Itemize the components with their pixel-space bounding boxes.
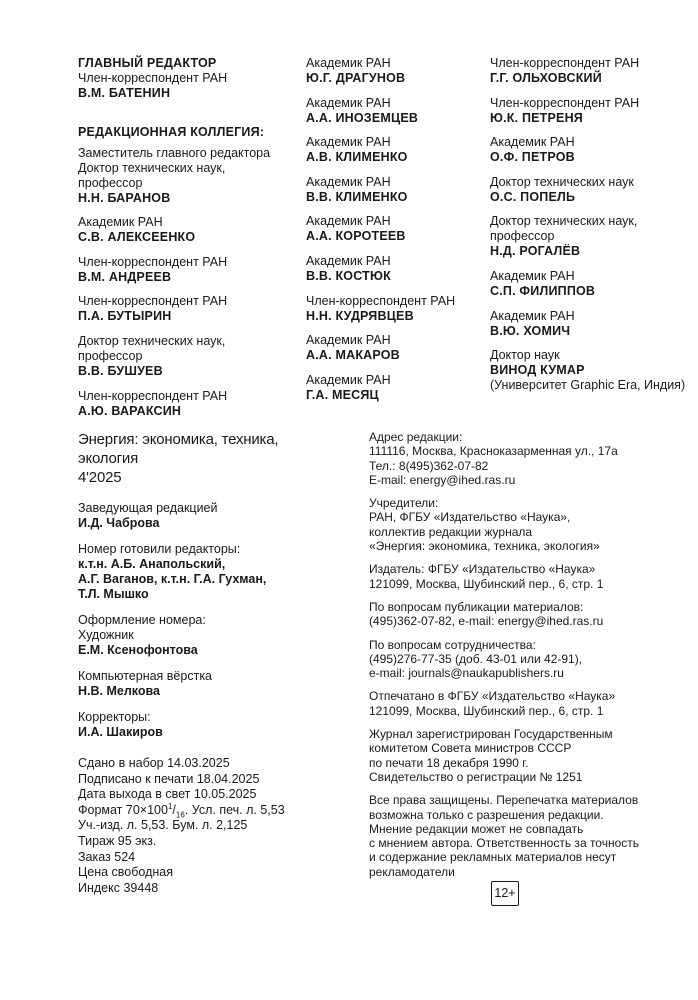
member-affiliation: (Университет Graphic Era, Индия)	[490, 378, 686, 393]
member-role: Академик РАН	[490, 268, 575, 283]
contact-line: По вопросам публикации материалов:	[369, 599, 584, 614]
contact-line: Журнал зарегистрирован Государственным	[369, 727, 613, 742]
board-member	[78, 215, 288, 245]
contacts-section	[369, 430, 659, 888]
member-role: Доктор наук	[490, 348, 560, 363]
board-member	[78, 294, 288, 324]
contact-line: 121099, Москва, Шубинский пер., 6, стр. 1	[369, 576, 604, 591]
board-member	[306, 294, 481, 324]
contact-line: Отпечатано в ФГБУ «Издательство «Наука»	[369, 689, 616, 704]
member-name: А.А. ИНОЗЕМЦЕВ	[306, 110, 419, 125]
member-name: Ю.Г. ДРАГУНОВ	[306, 71, 406, 85]
contact-line: Учредители:	[369, 496, 439, 511]
contact-line: коллектив редакции журнала	[369, 524, 533, 539]
board-member	[306, 373, 481, 403]
layout-label: Компьютерная вёрстка	[78, 669, 213, 683]
member-name: В.Ю. ХОМИЧ	[490, 323, 571, 338]
contact-line: (495)276-77-35 (доб. 43-01 или 42-91),	[369, 651, 583, 666]
layout-name: Н.В. Мелкова	[78, 684, 160, 698]
editor-names-line: А.Г. Ваганов, к.т.н. Г.А. Гухман,	[78, 572, 267, 586]
age-rating-badge: 12+	[491, 881, 519, 906]
board-member	[490, 214, 690, 259]
member-role: Член-корреспондент РАН	[490, 95, 640, 110]
board-member	[78, 71, 288, 101]
contact-line: по печати 18 декабря 1990 г.	[369, 755, 529, 770]
artist-label: Художник	[78, 628, 134, 642]
board-member	[306, 254, 481, 284]
board-member	[490, 309, 690, 339]
member-name: Н.Н. КУДРЯВЦЕВ	[306, 308, 414, 323]
head-label: Заведующая редакцией	[78, 501, 218, 515]
member-name: А.А. МАКАРОВ	[306, 348, 400, 363]
board-member	[78, 146, 288, 206]
contact-line: (495)362-07-82, e-mail: energy@ihed.ras.ru	[369, 614, 604, 629]
proof-label: Корректоры:	[78, 710, 151, 724]
editors-block	[78, 542, 328, 602]
rights-block	[369, 793, 659, 879]
member-role: Член-корреспондент РАН	[78, 71, 228, 85]
proofreaders-block	[78, 710, 328, 740]
board-member	[490, 56, 690, 86]
sent-date: Сдано в набор 14.03.2025	[78, 756, 230, 770]
member-name: Н.Д. РОГАЛЁВ	[490, 244, 581, 259]
contact-line: Все права защищены. Перепечатка материалов	[369, 793, 639, 808]
member-role: Член-корреспондент РАН	[78, 294, 228, 309]
editor-names-line: Т.Л. Мышко	[78, 587, 149, 601]
format-suffix: . Усл. печ. л. 5,53	[184, 802, 285, 817]
member-role: Академик РАН	[306, 95, 391, 110]
editors-label: Номер готовили редакторы:	[78, 542, 241, 556]
cooperation-block	[369, 638, 659, 681]
board-member	[306, 135, 481, 165]
editor-names-line: к.т.н. А.Б. Анапольский,	[78, 557, 226, 571]
contact-line: с мнением автора. Ответственность за точность	[369, 836, 640, 851]
member-role: Академик РАН	[306, 135, 391, 150]
member-name: П.А. БУТЫРИН	[78, 309, 172, 324]
journal-title: Энергия: экономика, техника, экология	[78, 431, 279, 467]
member-role: Доктор технических наук	[490, 174, 634, 189]
signed-date: Подписано к печати 18.04.2025	[78, 771, 260, 786]
artist-name: Е.М. Ксенофонтова	[78, 643, 198, 657]
editorial-column-2	[306, 56, 481, 412]
member-name: ВИНОД КУМАР	[490, 363, 585, 378]
contact-line: рекламодатели	[369, 864, 455, 879]
release-date: Дата выхода в свет 10.05.2025	[78, 787, 257, 802]
member-role: Академик РАН	[490, 135, 575, 150]
contact-line: 111116, Москва, Красноказарменная ул., 17а	[369, 444, 618, 459]
board-member	[78, 334, 288, 379]
member-name: А.А. КОРОТЕЕВ	[306, 229, 406, 244]
founders-block	[369, 496, 659, 553]
member-role: Доктор технических наук, профессор	[78, 333, 226, 363]
member-name: В.М. АНДРЕЕВ	[78, 269, 172, 284]
board-member	[306, 214, 481, 244]
imprint-section	[78, 430, 328, 907]
member-name: А.Ю. ВАРАКСИН	[78, 403, 182, 418]
proof-name: И.А. Шакиров	[78, 725, 163, 739]
price: Цена свободная	[78, 865, 173, 880]
format-den: 16	[175, 810, 185, 820]
registration-block	[369, 727, 659, 784]
board-member	[490, 348, 690, 393]
member-name: В.М. БАТЕНИН	[78, 86, 171, 100]
member-name: О.С. ПОПЕЛЬ	[490, 189, 576, 204]
member-role: Академик РАН	[306, 56, 391, 70]
member-name: Н.Н. БАРАНОВ	[78, 190, 171, 205]
board-member	[78, 389, 288, 419]
member-role: Академик РАН	[306, 174, 391, 189]
member-name: А.В. КЛИМЕНКО	[306, 150, 408, 165]
print-run: Тираж 95 экз.	[78, 833, 157, 848]
contact-line: комитетом Совета министров СССР	[369, 741, 572, 756]
board-member	[306, 175, 481, 205]
contact-line: Мнение редакции может не совпадать	[369, 821, 584, 836]
issue-number: 4'2025	[78, 469, 122, 486]
printed-block	[369, 689, 659, 718]
member-role: Член-корреспондент РАН	[306, 293, 456, 308]
member-role: Академик РАН	[306, 372, 391, 387]
board-member	[306, 56, 481, 86]
contact-line: «Энергия: экономика, техника, экология»	[369, 539, 600, 554]
uch-line: Уч.-изд. л. 5,53. Бум. л. 2,125	[78, 818, 248, 833]
format-line: Формат $70\times 100^1/_{16}$. Усл. печ. л. 5,53	[78, 801, 285, 820]
board-member	[490, 135, 690, 165]
contact-line: Свидетельство о регистрации № 1251	[369, 769, 583, 784]
head-of-editorial	[78, 501, 328, 531]
layout-block	[78, 669, 328, 699]
member-role: Заместитель главного редактора Доктор технических наук, профессор	[78, 145, 271, 190]
member-role: Доктор технических наук, профессор	[490, 214, 638, 244]
member-role: Член-корреспондент РАН	[490, 56, 640, 70]
board-member	[490, 269, 690, 299]
member-name: В.В. КОСТЮК	[306, 268, 391, 283]
contact-line: Издатель: ФГБУ «Издательство «Наука»	[369, 562, 596, 577]
member-name: В.В. КЛИМЕНКО	[306, 189, 408, 204]
order-number: Заказ 524	[78, 849, 136, 864]
contact-line: 121099, Москва, Шубинский пер., 6, стр. 1	[369, 703, 604, 718]
format-prefix: Формат 70×100	[78, 802, 168, 817]
member-name: Г.Г. ОЛЬХОВСКИЙ	[490, 71, 602, 85]
member-name: С.В. АЛЕКСЕЕНКО	[78, 230, 196, 245]
board-member	[78, 255, 288, 285]
contact-line: По вопросам сотрудничества:	[369, 637, 536, 652]
board-member	[306, 333, 481, 363]
head-name: И.Д. Чаброва	[78, 516, 160, 530]
member-role: Член-корреспондент РАН	[78, 254, 228, 269]
board-member	[490, 175, 690, 205]
board-heading: РЕДАКЦИОННАЯ КОЛЛЕГИЯ:	[78, 124, 265, 139]
print-info	[78, 756, 328, 896]
design-label: Оформление номера:	[78, 613, 206, 627]
publication-block	[369, 600, 659, 629]
member-role: Академик РАН	[490, 308, 575, 323]
editorial-column-3	[490, 56, 690, 403]
contact-line: возможна только с разрешения редакции.	[369, 807, 604, 822]
board-member	[306, 96, 481, 126]
member-role: Академик РАН	[306, 214, 391, 229]
address-block	[369, 430, 659, 487]
chief-editor-heading: ГЛАВНЫЙ РЕДАКТОР	[78, 56, 217, 70]
member-role: Академик РАН	[306, 253, 391, 268]
member-name: Ю.К. ПЕТРЕНЯ	[490, 110, 583, 125]
member-role: Академик РАН	[306, 333, 391, 348]
contact-line: Тел.: 8(495)362-07-82	[369, 458, 489, 473]
contact-line: и содержание рекламных материалов несут	[369, 850, 617, 865]
member-role: Член-корреспондент РАН	[78, 388, 228, 403]
member-name: Г.А. МЕСЯЦ	[306, 387, 379, 402]
format-num: 1	[167, 801, 173, 811]
board-member	[490, 96, 690, 126]
publisher-block	[369, 562, 659, 591]
journal-title-block	[78, 430, 328, 487]
contact-line: e-mail: journals@naukapublishers.ru	[369, 666, 564, 681]
member-name: С.П. ФИЛИППОВ	[490, 283, 596, 298]
member-role: Академик РАН	[78, 215, 163, 230]
contact-line: Адрес редакции:	[369, 430, 463, 444]
member-name: В.В. БУШУЕВ	[78, 363, 163, 378]
index: Индекс 39448	[78, 880, 159, 895]
member-name: О.Ф. ПЕТРОВ	[490, 150, 575, 165]
contact-line: РАН, ФГБУ «Издательство «Наука»,	[369, 510, 571, 525]
design-block	[78, 613, 328, 658]
contact-line: E-mail: energy@ihed.ras.ru	[369, 472, 516, 487]
editorial-column-1	[78, 56, 288, 428]
